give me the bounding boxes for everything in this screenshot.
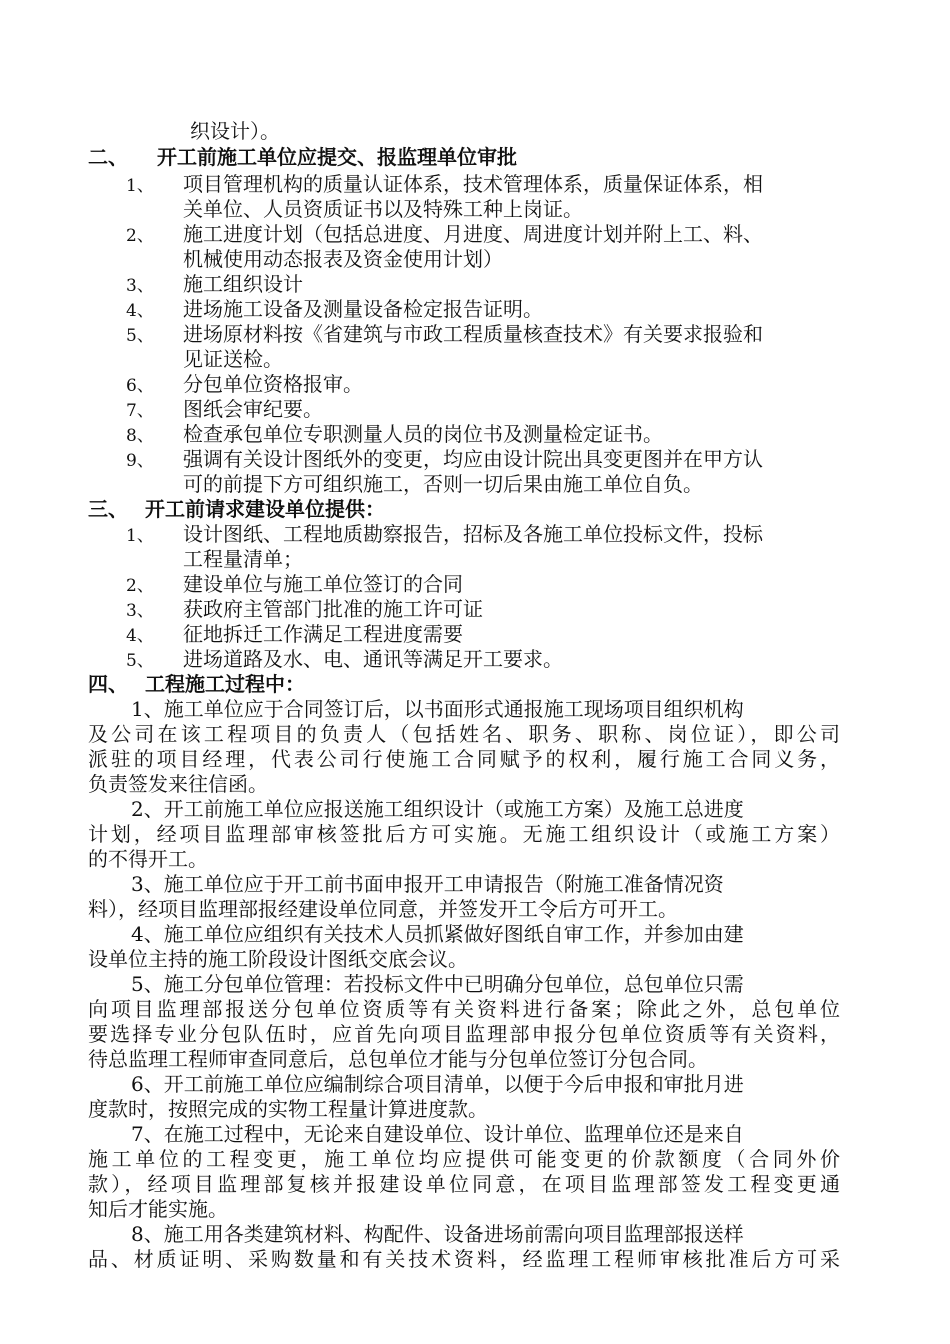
text-line	[0, 372, 950, 397]
list-item-text: 图纸会审纪要。	[183, 397, 323, 421]
list-item-text: 进场施工设备及测量设备检定报告证明。	[183, 297, 543, 321]
text-line	[0, 597, 950, 622]
text-line	[0, 322, 950, 347]
section-heading: 开工前请求建设单位提供：	[145, 497, 385, 521]
list-item-continuation: 关单位、人员资质证书以及特殊工种上岗证。	[183, 197, 583, 221]
text-line	[0, 1197, 950, 1222]
text-line	[0, 1147, 950, 1172]
paragraph-line: 派驻的项目经理，代表公司行使施工合同赋予的权利，履行施工合同义务，	[88, 747, 840, 771]
text-line	[0, 1172, 950, 1197]
text-line	[0, 647, 950, 672]
section-number: 四、	[88, 672, 128, 696]
text-line	[0, 922, 950, 947]
text-line	[0, 1097, 950, 1122]
text-line	[0, 547, 950, 572]
list-item-text: 强调有关设计图纸外的变更，均应由设计院出具变更图并在甲方认	[183, 447, 763, 471]
paragraph-last-line: 知后才能实施。	[88, 1197, 228, 1221]
section-heading: 开工前施工单位应提交、报监理单位审批	[157, 145, 517, 169]
text-line	[0, 947, 950, 972]
text-line	[0, 145, 950, 170]
list-item-text: 进场道路及水、电、通讯等满足开工要求。	[183, 647, 563, 671]
list-number: 7、	[126, 401, 154, 421]
section-heading: 工程施工过程中：	[145, 672, 305, 696]
paragraph-line: 及公司在该工程项目的负责人（包括姓名、职务、职称、岗位证），即公司	[88, 722, 840, 746]
text-line	[0, 119, 950, 144]
paragraph-first-line: 7、在施工过程中，无论来自建设单位、设计单位、监理单位还是来自	[131, 1122, 744, 1146]
text-line	[0, 497, 950, 522]
list-number: 2、	[126, 226, 154, 246]
paragraph-first-line: 8、施工用各类建筑材料、构配件、设备进场前需向项目监理部报送样	[131, 1222, 744, 1246]
text-line	[0, 172, 950, 197]
paragraph-last-line: 待总监理工程师审查同意后，总包单位才能与分包单位签订分包合同。	[88, 1047, 708, 1071]
paragraph-last-line: 的不得开工。	[88, 847, 208, 871]
list-number: 5、	[126, 651, 154, 671]
list-item-text: 建设单位与施工单位签订的合同	[183, 572, 463, 596]
list-item-text: 施工组织设计	[183, 272, 303, 296]
text-line	[0, 1047, 950, 1072]
text-line	[0, 1247, 950, 1272]
text-line	[0, 847, 950, 872]
text-line	[0, 1122, 950, 1147]
text-line	[0, 1022, 950, 1047]
list-number: 4、	[126, 626, 154, 646]
text-line	[0, 572, 950, 597]
text-line	[0, 347, 950, 372]
list-item-text: 分包单位资格报审。	[183, 372, 363, 396]
text-line	[0, 772, 950, 797]
text-line	[0, 672, 950, 697]
list-item-continuation: 织设计）。	[190, 119, 280, 143]
list-item-text: 施工进度计划（包括总进度、月进度、周进度计划并附上工、料、	[183, 222, 763, 246]
paragraph-line: 品、材质证明、采购数量和有关技术资料，经监理工程师审核批准后方可采	[88, 1247, 840, 1271]
text-line	[0, 422, 950, 447]
text-line	[0, 272, 950, 297]
list-number: 3、	[126, 601, 154, 621]
text-line	[0, 397, 950, 422]
text-line	[0, 247, 950, 272]
list-item-text: 征地拆迁工作满足工程进度需要	[183, 622, 463, 646]
text-line	[0, 747, 950, 772]
text-line	[0, 872, 950, 897]
paragraph-line: 要选择专业分包队伍时，应首先向项目监理部申报分包单位资质等有关资料，	[88, 1022, 840, 1046]
list-number: 5、	[126, 326, 154, 346]
list-item-continuation: 见证送检。	[183, 347, 283, 371]
paragraph-last-line: 料），经项目监理部报经建设单位同意，并签发开工令后方可开工。	[88, 897, 678, 921]
text-line	[0, 522, 950, 547]
list-number: 4、	[126, 301, 154, 321]
paragraph-line: 向项目监理部报送分包单位资质等有关资料进行备案；除此之外，总包单位	[88, 997, 840, 1021]
list-item-continuation: 机械使用动态报表及资金使用计划）	[183, 247, 503, 271]
list-number: 1、	[126, 526, 154, 546]
paragraph-first-line: 3、施工单位应于开工前书面申报开工申请报告（附施工准备情况资	[131, 872, 724, 896]
list-item-continuation: 工程量清单；	[183, 547, 303, 571]
list-number: 1、	[126, 176, 154, 196]
text-line	[0, 997, 950, 1022]
section-number: 二、	[88, 145, 128, 169]
text-line	[0, 447, 950, 472]
paragraph-line: 计划，经项目监理部审核签批后方可实施。无施工组织设计（或施工方案）	[88, 822, 840, 846]
text-line	[0, 722, 950, 747]
text-line	[0, 472, 950, 497]
text-line	[0, 297, 950, 322]
list-number: 2、	[126, 576, 154, 596]
list-number: 6、	[126, 376, 154, 396]
section-number: 三、	[88, 497, 128, 521]
paragraph-first-line: 4、施工单位应组织有关技术人员抓紧做好图纸自审工作，并参加由建	[131, 922, 744, 946]
list-item-text: 项目管理机构的质量认证体系，技术管理体系，质量保证体系，相	[183, 172, 763, 196]
text-line	[0, 897, 950, 922]
list-item-text: 设计图纸、工程地质勘察报告，招标及各施工单位投标文件，投标	[183, 522, 763, 546]
text-line	[0, 1072, 950, 1097]
paragraph-last-line: 度款时，按照完成的实物工程量计算进度款。	[88, 1097, 488, 1121]
list-item-text: 检查承包单位专职测量人员的岗位书及测量检定证书。	[183, 422, 663, 446]
list-number: 8、	[126, 426, 154, 446]
text-line	[0, 1222, 950, 1247]
list-item-text: 进场原材料按《省建筑与市政工程质量核查技术》有关要求报验和	[183, 322, 763, 346]
text-line	[0, 972, 950, 997]
text-line	[0, 697, 950, 722]
list-number: 9、	[126, 451, 154, 471]
paragraph-line: 施工单位的工程变更，施工单位均应提供可能变更的价款额度（合同外价	[88, 1147, 840, 1171]
list-item-text: 获政府主管部门批准的施工许可证	[183, 597, 483, 621]
paragraph-last-line: 负责签发来往信函。	[88, 772, 268, 796]
paragraph-line: 款），经项目监理部复核并报建设单位同意，在项目监理部签发工程变更通	[88, 1172, 840, 1196]
paragraph-last-line: 设单位主持的施工阶段设计图纸交底会议。	[88, 947, 468, 971]
list-number: 3、	[126, 276, 154, 296]
text-line	[0, 197, 950, 222]
text-line	[0, 222, 950, 247]
paragraph-first-line: 2、开工前施工单位应报送施工组织设计（或施工方案）及施工总进度	[131, 797, 744, 821]
paragraph-first-line: 5、施工分包单位管理：若投标文件中已明确分包单位，总包单位只需	[131, 972, 744, 996]
text-line	[0, 622, 950, 647]
paragraph-first-line: 6、开工前施工单位应编制综合项目清单，以便于今后申报和审批月进	[131, 1072, 744, 1096]
text-line	[0, 822, 950, 847]
paragraph-first-line: 1、施工单位应于合同签订后，以书面形式通报施工现场项目组织机构	[131, 697, 744, 721]
text-line	[0, 797, 950, 822]
list-item-continuation: 可的前提下方可组织施工，否则一切后果由施工单位自负。	[183, 472, 703, 496]
